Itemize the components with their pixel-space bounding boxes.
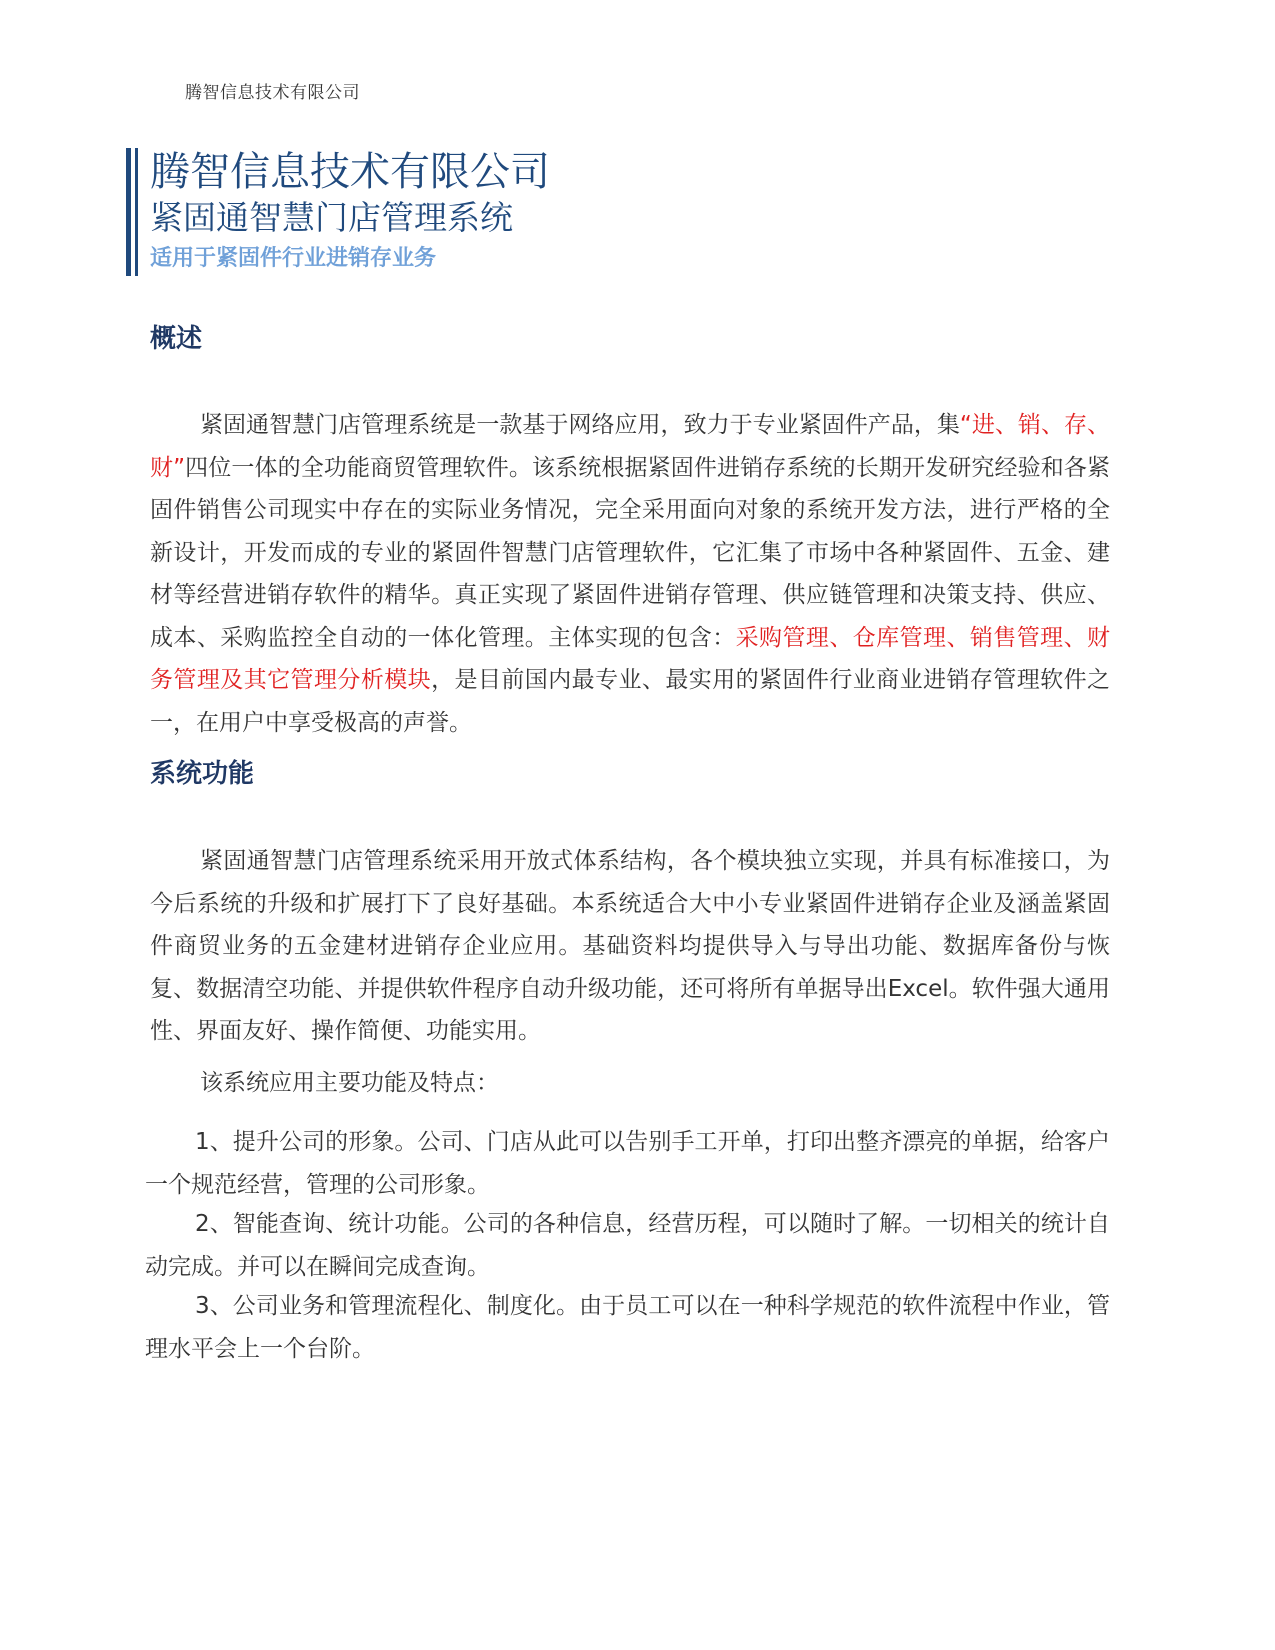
overview-highlight-jxcc: “进、销、存、财”: [150, 412, 1111, 481]
overview-text-c: 四位一体的全功能商贸管理软件。该系统根据紧固件进销存系统的长期开发研究经验和各紧固件销售公司现实中存在的实际业务情况，完全采用面向对象的系统开发方法，进行严格的全新设计，开发而成的专业的紧固件智慧门店管理软件，它汇集了市场中各种紧固件、五金、建材等经营进销存软件的精华。真正实现了紧固件进销存管理、供应链管理和决策支持、供应、成本、采购监控全自动的一体化管理。主体实现的包含：: [150, 454, 1111, 651]
title-accent-bars: [126, 148, 140, 276]
heading-overview: 概述: [150, 324, 203, 354]
overview-text-e: ，是目前国内最专业、最实用的紧固件行业商业进销存管理软件之一，在用户中享受极高的声誉。: [150, 667, 1111, 736]
overview-text-a: 紧固通智慧门店管理系统是一款基于网络应用，致力于专业紧固件产品，集: [200, 412, 960, 438]
document-title: 腾智信息技术有限公司: [150, 149, 550, 195]
feature-item-1: 1、提升公司的形象。公司、门店从此可以告别手工开单，打印出整齐漂亮的单据，给客户一个规范经营，管理的公司形象。: [145, 1129, 1110, 1198]
heading-functions: 系统功能: [150, 759, 255, 789]
functions-intro: 该系统应用主要功能及特点：: [200, 1070, 499, 1096]
accent-bar-thick: [126, 148, 131, 276]
feature-item-3: 3、公司业务和管理流程化、制度化。由于员工可以在一种科学规范的软件流程中作业，管理水平会上一个台阶。: [145, 1293, 1110, 1362]
document-tagline: 适用于紧固件行业进销存业务: [150, 246, 437, 271]
overview-highlight-modules: 采购管理、仓库管理、销售管理、财务管理及其它管理分析模块: [150, 624, 1111, 693]
overview-paragraph: [150, 404, 1110, 744]
running-header: 腾智信息技术有限公司: [185, 83, 360, 103]
document-subtitle: 紧固通智慧门店管理系统: [150, 198, 513, 237]
title-block: [126, 148, 1026, 276]
functions-paragraph: 紧固通智慧门店管理系统采用开放式体系结构，各个模块独立实现，并具有标准接口，为今后系统的升级和扩展打下了良好基础。本系统适合大中小专业紧固件进销存企业及涵盖紧固件商贸业务的五金建材进销存企业应用。基础资料均提供导入与导出功能、数据库备份与恢复、数据清空功能、并提供软件程序自动升级功能，还可将所有单据导出Excel。软件强大通用性、界面友好、操作简便、功能实用。: [150, 848, 1110, 1044]
accent-bar-thin: [135, 148, 138, 276]
feature-item-2: 2、智能查询、统计功能。公司的各种信息，经营历程，可以随时了解。一切相关的统计自动完成。并可以在瞬间完成查询。: [145, 1211, 1110, 1280]
